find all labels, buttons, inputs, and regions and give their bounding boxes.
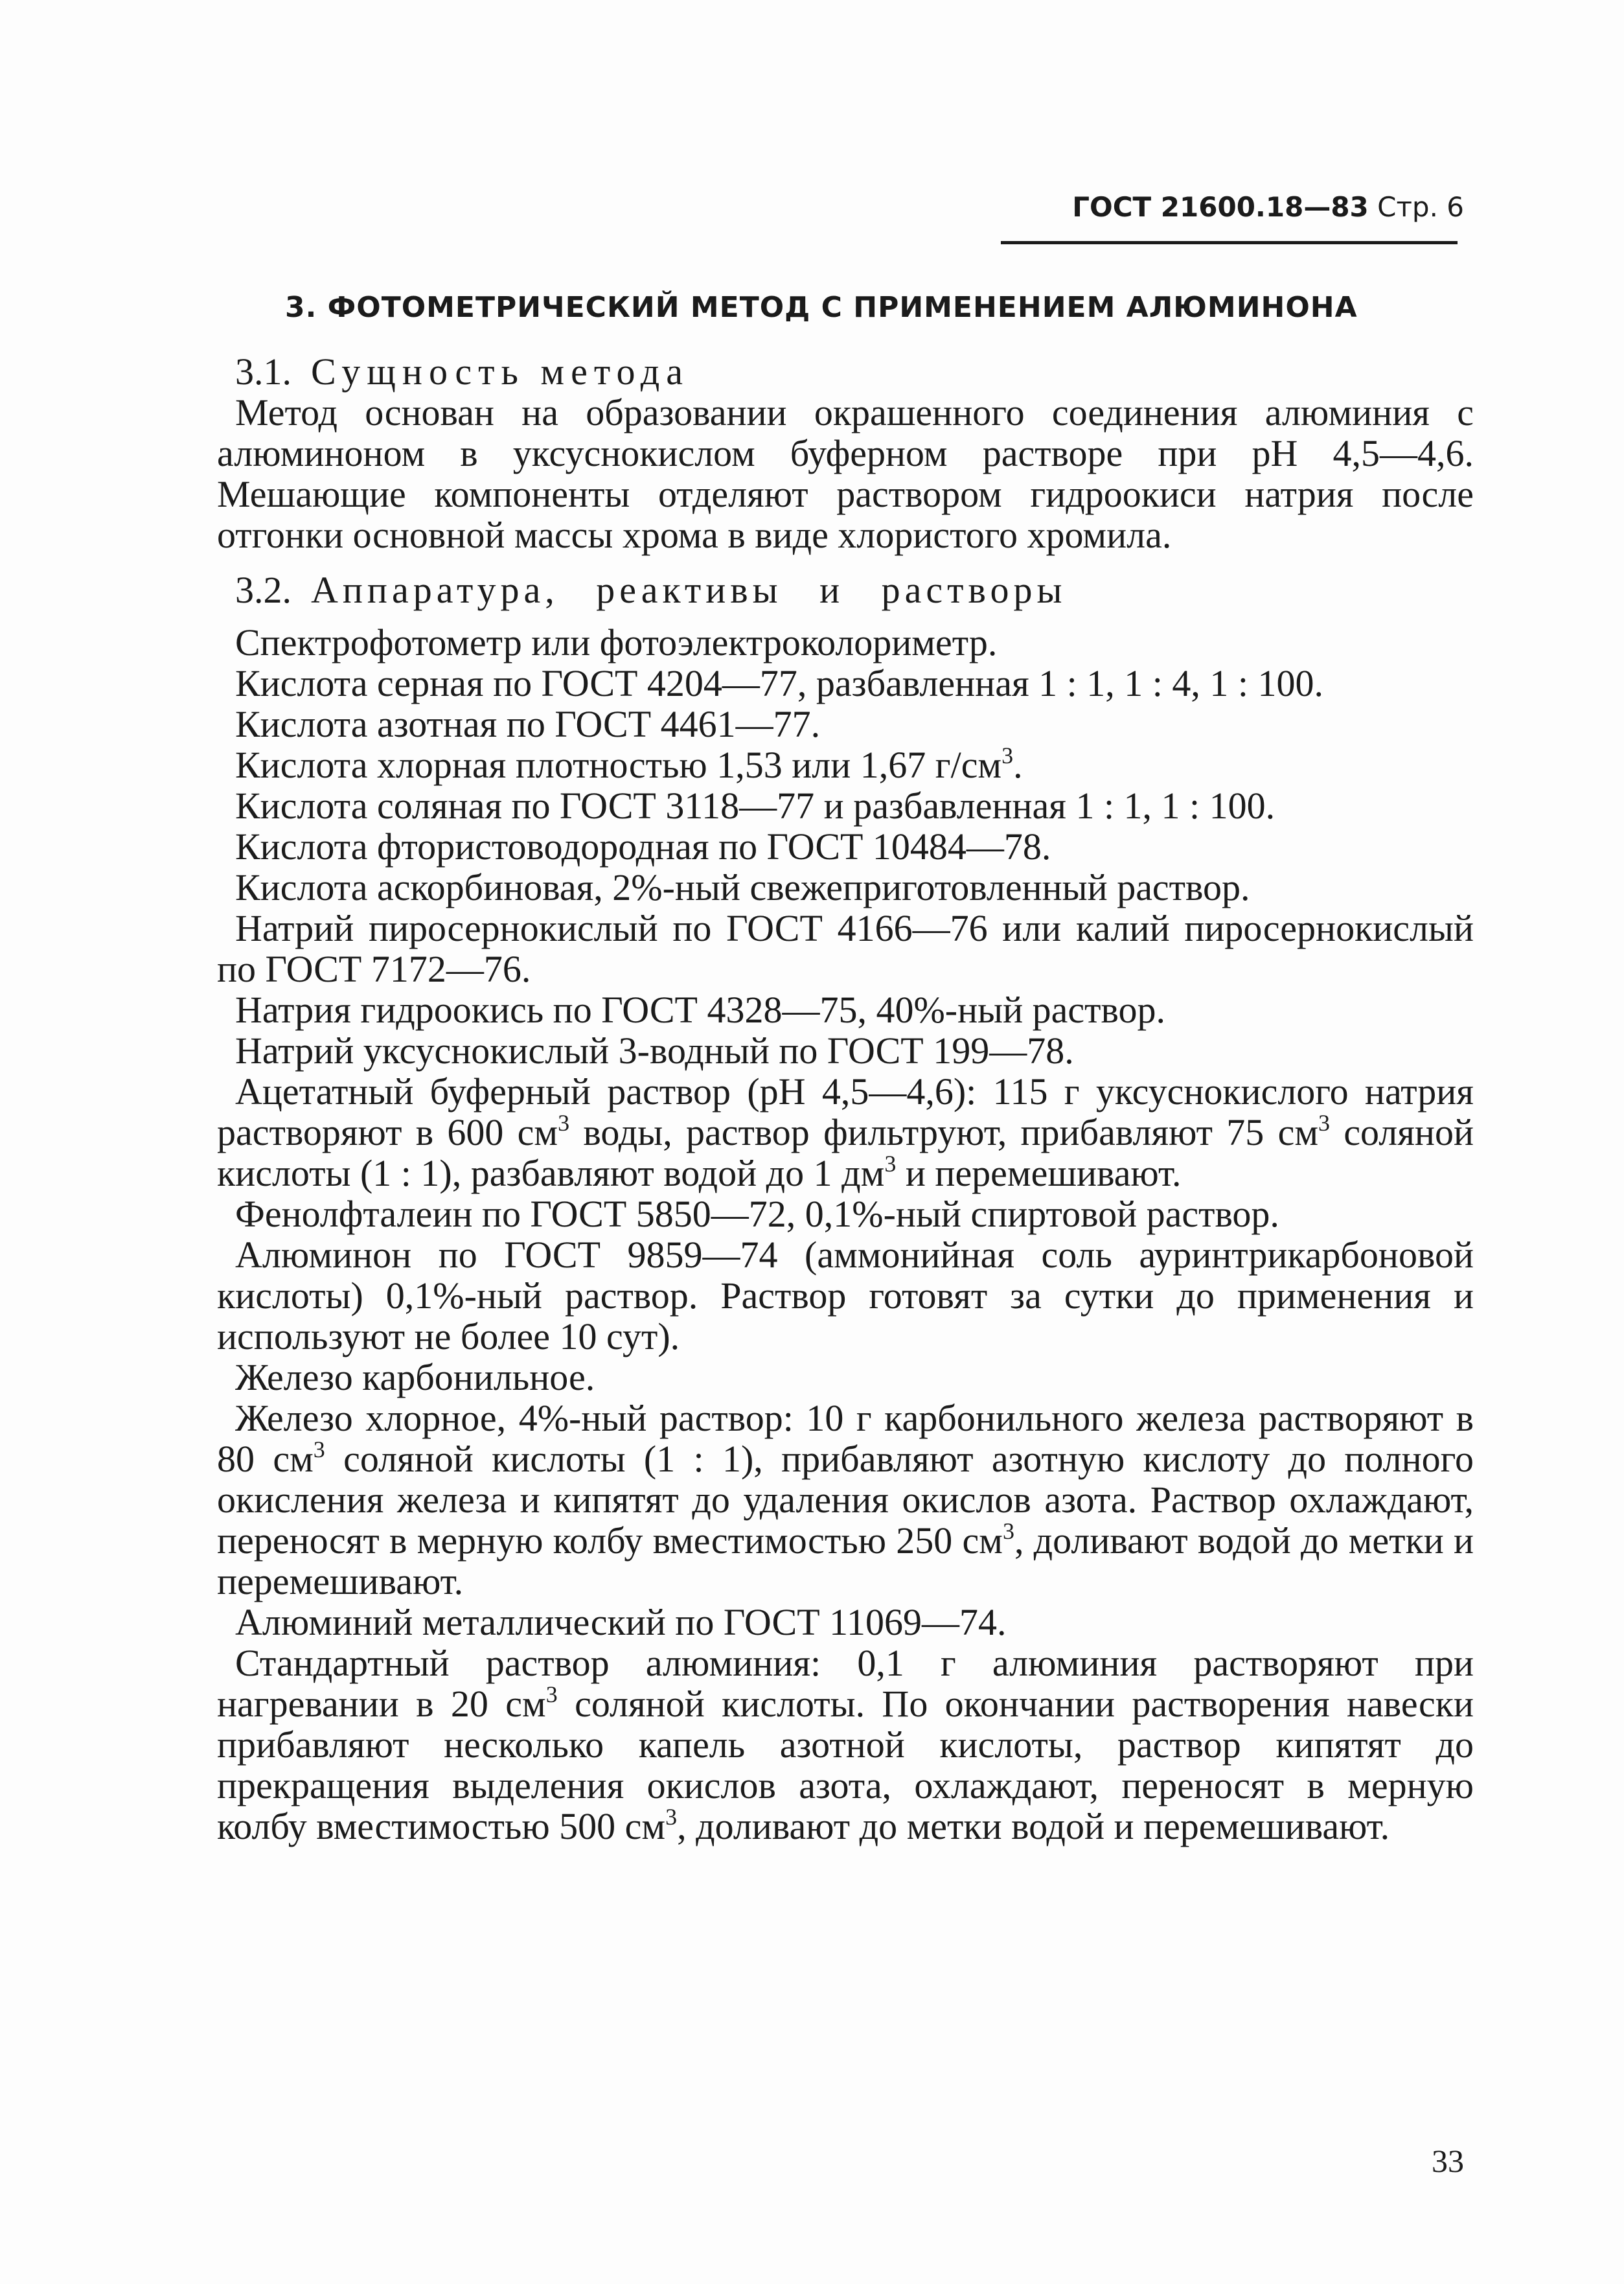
superscript: 3 bbox=[313, 1436, 325, 1462]
list-item: Натрий уксуснокислый 3-водный по ГОСТ 199—78. bbox=[235, 1030, 1074, 1072]
list-item: Кислота фтористоводородная по ГОСТ 10484—78. bbox=[235, 825, 1051, 868]
clause-3-1-text: Метод основан на образовании окрашенного соединения алюминия с алюминоном в уксуснокислом буферном растворе при pH 4,5—4,6. Мешающие компоненты отделяют раствором гидроокиси натрия после отгонки основной массы хрома в виде хлористого хромила. bbox=[217, 391, 1474, 556]
list-item: Спектрофотометр или фотоэлектроколориметр. bbox=[235, 621, 998, 663]
superscript: 3 bbox=[884, 1151, 897, 1177]
list-item: Кислота серная по ГОСТ 4204—77, разбавленная 1 : 1, 1 : 4, 1 : 100. bbox=[235, 662, 1323, 704]
clause-title: Сущность метода bbox=[311, 351, 690, 393]
list-item bbox=[217, 1071, 1474, 1194]
clause-title: Аппаратура, реактивы и растворы bbox=[311, 569, 1067, 611]
text-run: и перемешивают. bbox=[896, 1152, 1182, 1194]
document-code: ГОСТ 21600.18—83 bbox=[1072, 191, 1369, 223]
list-item bbox=[217, 1643, 1474, 1847]
list-item: Натрий пиросернокислый по ГОСТ 4166—76 или калий пиросернокислый по ГОСТ 7172—76. bbox=[217, 907, 1474, 990]
text-run: Кислота хлорная плотностью 1,53 или 1,67 г/см bbox=[235, 744, 1002, 786]
text-run: соляной кислоты (1 : 1), прибавляют азотную кислоту до полного окисления железа и кипятят до удаления окислов азота. Раствор охлаждают, переносят в мерную колбу вместимостью 250 см bbox=[217, 1438, 1474, 1562]
list-item: Алюминий металлический по ГОСТ 11069—74. bbox=[235, 1601, 1007, 1643]
text-run: Стандартный раствор алюминия: 0,1 г алюминия растворяют при нагревании в 20 см bbox=[217, 1642, 1474, 1725]
list-item: Кислота соляная по ГОСТ 3118—77 и разбавленная 1 : 1, 1 : 100. bbox=[235, 785, 1275, 827]
clause-3-1-heading bbox=[217, 351, 1474, 392]
clause-3-2-heading bbox=[217, 570, 1474, 610]
superscript: 3 bbox=[1001, 743, 1014, 768]
text-run: Ацетатный буферный раствор (pH 4,5—4,6): 115 г уксуснокислого натрия растворяют в 600 см bbox=[217, 1070, 1474, 1153]
list-item: Натрия гидроокись по ГОСТ 4328—75, 40%-ный раствор. bbox=[235, 989, 1165, 1031]
text-run: , доливают водой до метки и перемешивают. bbox=[217, 1519, 1474, 1602]
text-run: Железо хлорное, 4%-ный раствор: 10 г карбонильного железа растворяют в 80 см bbox=[217, 1397, 1474, 1480]
running-header bbox=[998, 189, 1464, 225]
superscript: 3 bbox=[558, 1110, 570, 1136]
text-run: , доливают до метки водой и перемешивают. bbox=[677, 1805, 1390, 1847]
list-item: Фенолфталеин по ГОСТ 5850—72, 0,1%-ный спиртовой раствор. bbox=[235, 1193, 1279, 1235]
list-item bbox=[217, 1398, 1474, 1602]
header-rule bbox=[1001, 241, 1458, 244]
section-title: 3. ФОТОМЕТРИЧЕСКИЙ МЕТОД С ПРИМЕНЕНИЕМ АЛЮМИНОНА bbox=[285, 291, 1358, 324]
superscript: 3 bbox=[1318, 1110, 1331, 1136]
text-run: . bbox=[1013, 744, 1023, 786]
list-item: Кислота аскорбиновая, 2%-ный свежеприготовленный раствор. bbox=[235, 866, 1250, 908]
page-label: Стр. 6 bbox=[1377, 191, 1464, 223]
list-item: Алюминон по ГОСТ 9859—74 (аммонийная соль ауринтрикарбоновой кислоты) 0,1%-ный раствор. Раствор готовят за сутки до применения и используют не более 10 сут). bbox=[217, 1234, 1474, 1357]
list-item bbox=[217, 744, 1474, 785]
superscript: 3 bbox=[545, 1681, 558, 1707]
clause-number: 3.1. bbox=[235, 351, 292, 393]
list-item: Железо карбонильное. bbox=[235, 1356, 595, 1398]
superscript: 3 bbox=[1002, 1518, 1014, 1544]
superscript: 3 bbox=[665, 1804, 678, 1830]
text-run: воды, раствор фильтруют, прибавляют 75 см bbox=[569, 1111, 1319, 1153]
text-run: соляной кислоты. По окончании растворения навески прибавляют несколько капель азотной кислоты, раствор кипятят до прекращения выделения окислов азота, охлаждают, переносят в мерную колбу вместимостью 500 см bbox=[217, 1683, 1474, 1847]
document-body bbox=[217, 351, 1474, 1847]
page-number: 33 bbox=[1432, 2143, 1464, 2179]
clause-number: 3.2. bbox=[235, 569, 292, 611]
text-run: соляной кислоты (1 : 1), разбавляют водой до 1 дм bbox=[217, 1111, 1474, 1194]
list-item: Кислота азотная по ГОСТ 4461—77. bbox=[235, 703, 821, 745]
